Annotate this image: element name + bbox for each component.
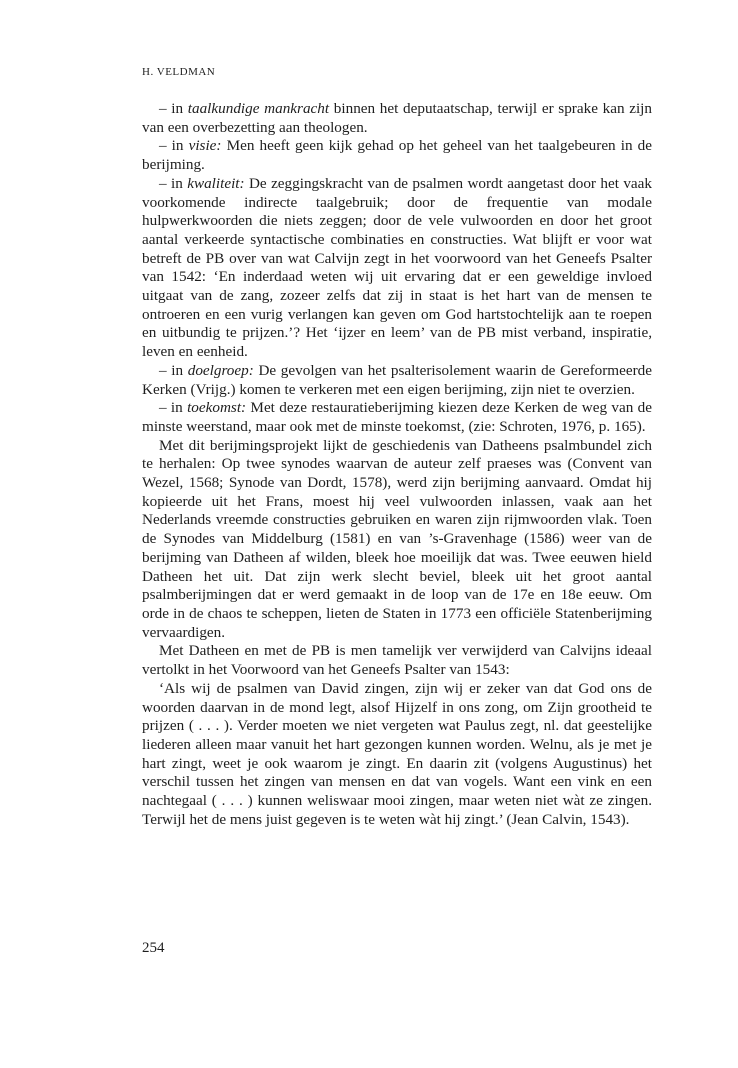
running-head: H. VELDMAN bbox=[142, 66, 216, 78]
paragraph-calvijn-quote: ‘Als wij de psalmen van David zingen, zijn wij er zeker van dat God ons de woorden daarvan in de mond legt, alsof Hijzelf in ons zong, om Zijn grootheid te prijzen ( . . . ). Verder moeten we niet vergeten wat Paulus zegt, nl. dat geestelijke liederen alleen maar vanuit het hart gezongen kunnen worden. Welnu, als je met je hart zingt, weet je ook waarom je zingt. En daarin zit (volgens Augustinus) het verschil tussen het zingen van mensen en dat van vogels. Want een vink en een nachtegaal ( . . . ) kunnen weliswaar mooi zingen, maar weten niet wàt ze zingen. Terwijl het de mens juist gegeven is te weten wàt hij zingt.’ (Jean Calvin, 1543). bbox=[142, 679, 652, 828]
paragraph-datheen: Met dit berijmingsprojekt lijkt de geschiedenis van Datheens psalmbundel zich te herhalen: Op twee synodes waarvan de auteur zelf praeses was (Convent van Wezel, 1568; Synode van Dordt, 1578), werd zijn berijming aanvaard. Omdat hij kopieerde uit het Frans, moest hij veel vulwoorden inlassen, vaak aan het Nederlands vreemde constructies gebruiken en waren zijn rijmwoorden vlak. Toen de Synodes van Middelburg (1581) en van ’s-Gravenhage (1586) weer van de berijming van Datheen af wilden, bleek hoe moeilijk dat was. Twee eeuwen hield Datheen het uit. Dat zijn werk slecht beviel, bleek uit het groot aantal psalmberijmingen dat er werd gemaakt in de loop van de 17e en 18e eeuw. Om orde in de chaos te scheppen, lieten de Staten in 1773 een officiële Statenberijming vervaardigen. bbox=[142, 436, 652, 641]
paragraph-visie: – in visie: Men heeft geen kijk gehad op het geheel van het taalgebeuren in de berijming. bbox=[142, 137, 652, 174]
term-visie: visie: bbox=[188, 137, 222, 155]
paragraph-kwaliteit: – in kwaliteit: De zeggingskracht van de psalmen wordt aangetast door het vaak voorkomende indirecte taalgebruik; door de frequentie van modale hulpwerkwoorden die niets zeggen; door de vele vulwoorden en door het groot aantal verkeerde syntactische combinaties en constructies. Wat blijft er voor wat betreft de PB over van wat Calvijn zegt in het voorwoord van het Geneefs Psalter van 1542: ‘En inderdaad weten wij uit ervaring dat er een geweldige invloed uitgaat van de zang, zozeer zelfs dat zij in staat is het hart van de mensen te ontroeren en een vurig verlangen kan geven om God hartstochtelijk aan te roepen en uitbundig te prijzen.’? Het ‘ijzer en leem’ van de PB mist verband, inspiratie, leven en eenheid. bbox=[142, 174, 652, 361]
paragraph-toekomst: – in toekomst: Met deze restauratieberijming kiezen deze Kerken de weg van de minste weerstand, maar ook met de minste toekomst, (zie: Schroten, 1976, p. 165). bbox=[142, 399, 652, 435]
paragraph-taalkundige: – in taalkundige mankracht binnen het deputaatschap, terwijl er sprake kan zijn van een overbezetting aan theologen. bbox=[142, 100, 652, 136]
term-taalkundige: taalkundige mankracht bbox=[187, 100, 330, 117]
term-doelgroep: doelgroep: bbox=[187, 361, 254, 379]
paragraph-calvijn-ideaal: Met Datheen en met de PB is men tamelijk ver verwijderd van Calvijns ideaal vertolkt in het Voorwoord van het Geneefs Psalter van 1543: bbox=[142, 642, 652, 679]
term-kwaliteit: kwaliteit: bbox=[187, 174, 245, 192]
body-text bbox=[142, 100, 652, 829]
paragraph-doelgroep: – in doelgroep: De gevolgen van het psalterisolement waarin de Gereformeerde Kerken (Vrijg.) komen te verkeren met een eigen berijming, zijn niet te overzien. bbox=[142, 361, 652, 398]
term-toekomst: toekomst: bbox=[187, 399, 247, 417]
page-number: 254 bbox=[142, 940, 165, 956]
